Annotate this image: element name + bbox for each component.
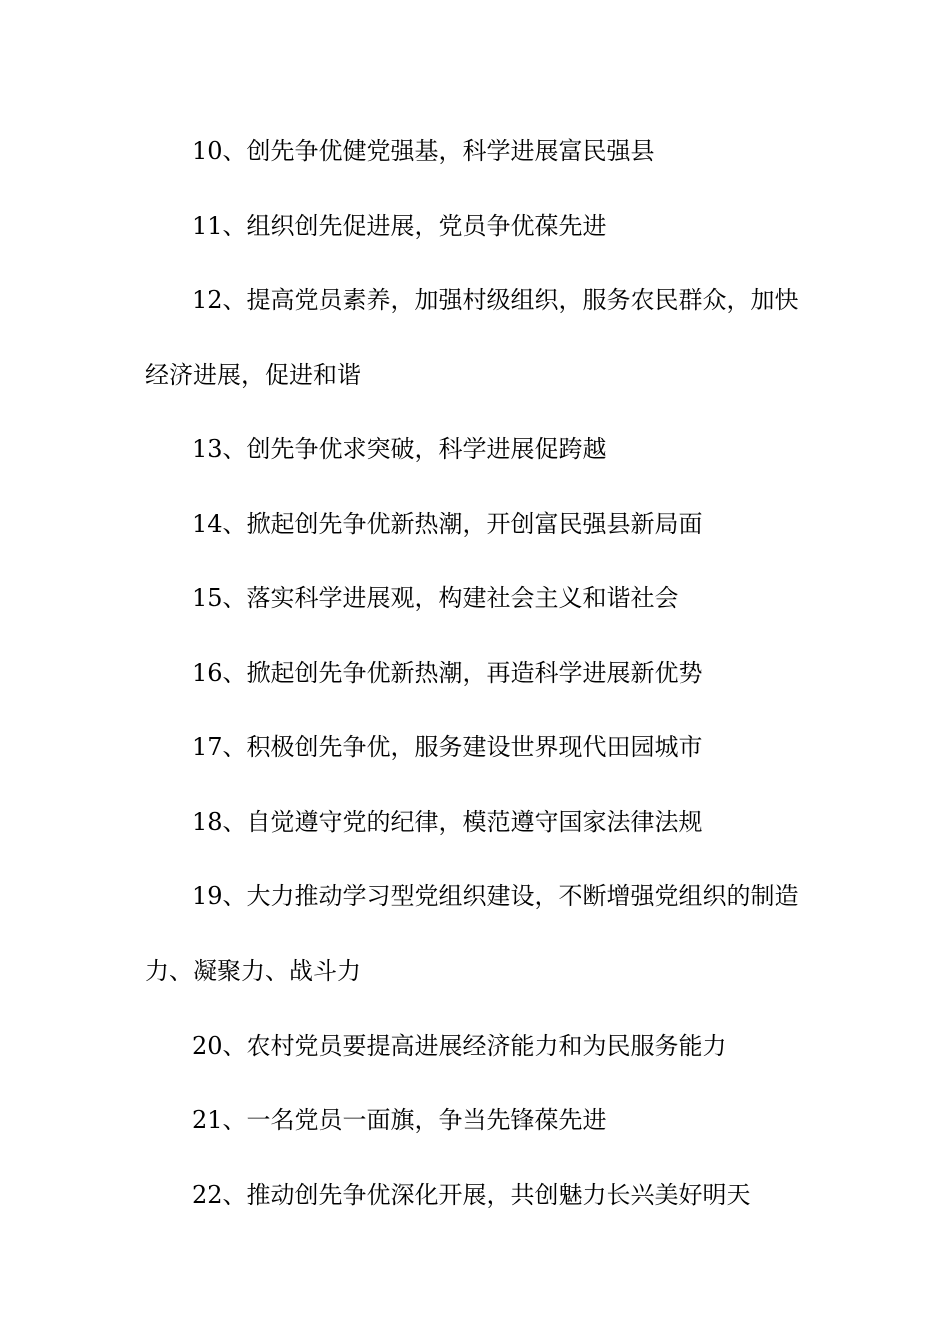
slogan-10: 10、创先争优健党强基，科学进展富民强县 <box>192 137 655 165</box>
slogan-14: 14、掀起创先争优新热潮，开创富民强县新局面 <box>192 510 703 538</box>
slogan-11: 11、组织创先促进展，党员争优葆先进 <box>192 212 607 240</box>
slogan-21: 21、一名党员一面旗，争当先锋葆先进 <box>192 1106 607 1134</box>
slogan-18: 18、自觉遵守党的纪律，模范遵守国家法律法规 <box>192 808 703 836</box>
slogan-20: 20、农村党员要提高进展经济能力和为民服务能力 <box>192 1032 727 1060</box>
slogan-19: 19、大力推动学习型党组织建设，不断增强党组织的制造 <box>192 882 799 910</box>
slogan-12: 12、提高党员素养，加强村级组织，服务农民群众，加快 <box>192 286 799 314</box>
slogan-17: 17、积极创先争优，服务建设世界现代田园城市 <box>192 733 703 761</box>
slogan-16: 16、掀起创先争优新热潮，再造科学进展新优势 <box>192 659 703 687</box>
slogan-15: 15、落实科学进展观，构建社会主义和谐社会 <box>192 584 679 612</box>
slogan-12-continuation: 经济进展，促进和谐 <box>145 361 361 389</box>
slogan-13: 13、创先争优求突破，科学进展促跨越 <box>192 435 607 463</box>
slogan-22: 22、推动创先争优深化开展，共创魅力长兴美好明天 <box>192 1181 751 1209</box>
slogan-19-continuation: 力、凝聚力、战斗力 <box>145 957 361 985</box>
